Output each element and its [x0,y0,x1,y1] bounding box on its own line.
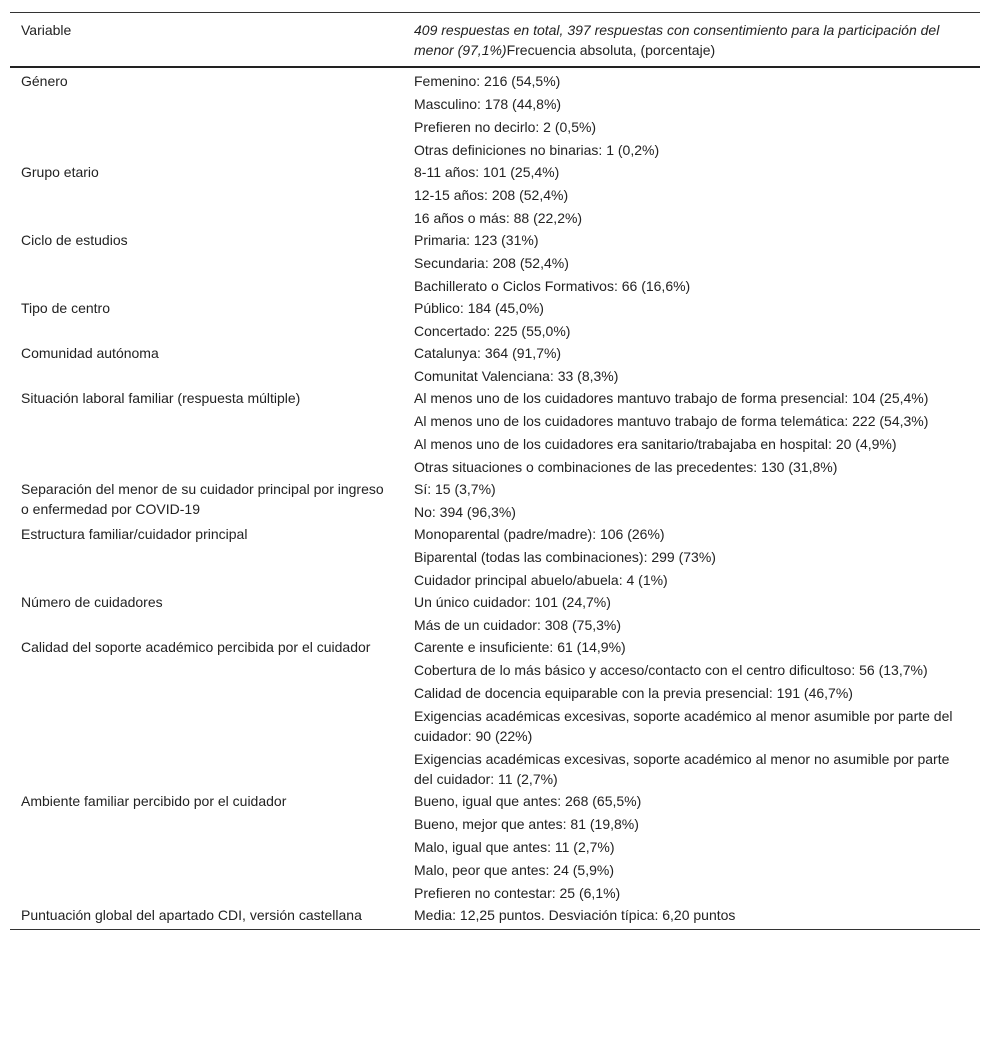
value-item: Carente e insuficiente: 61 (14,9%) [414,639,626,655]
value-item: Malo, igual que antes: 11 (2,7%) [414,839,615,855]
header-row [10,13,980,68]
value-item: Otras situaciones o combinaciones de las precedentes: 130 (31,8%) [414,459,838,475]
variable-cell: Tipo de centro [21,300,110,316]
variable-cell: Puntuación global del apartado CDI, versión castellana [10,904,403,930]
table-row [10,342,980,387]
value-item: Al menos uno de los cuidadores era sanitario/trabajaba en hospital: 20 (4,9%) [414,436,897,452]
value-item: Público: 184 (45,0%) [414,300,544,316]
value-cell [403,342,980,387]
value-cell [403,67,980,161]
variable-cell: Estructura familiar/cuidador principal [21,526,248,542]
value-item: No: 394 (96,3%) [414,504,516,520]
value-item: Secundaria: 208 (52,4%) [414,255,569,271]
value-item: Otras definiciones no binarias: 1 (0,2%) [414,142,660,158]
variable-cell: Situación laboral familiar (respuesta múltiple) [21,390,301,406]
data-table-container [10,12,980,930]
value-cell [403,591,980,636]
variable-cell: Ambiente familiar percibido por el cuidador [21,793,287,809]
variable-cell: Número de cuidadores [21,594,163,610]
table-row [10,387,980,478]
value-item: Al menos uno de los cuidadores mantuvo trabajo de forma telemática: 222 (54,3%) [414,413,929,429]
table-row [10,478,980,523]
value-item: Sí: 15 (3,7%) [414,481,496,497]
value-item: Exigencias académicas excesivas, soporte académico al menor asumible por parte del cuidador: 90 (22%) [414,708,953,744]
value-item: Calidad de docencia equiparable con la previa presencial: 191 (46,7%) [414,685,853,701]
demographics-table [10,12,980,930]
value-item: Más de un cuidador: 308 (75,3%) [414,617,622,633]
table-row [10,591,980,636]
table-row [10,67,980,161]
value-item: Al menos uno de los cuidadores mantuvo trabajo de forma presencial: 104 (25,4%) [414,390,929,406]
header-value [403,13,980,68]
value-item: Bachillerato o Ciclos Formativos: 66 (16,6%) [414,278,691,294]
value-cell [403,790,980,904]
table-row [10,297,980,342]
variable-cell: Género [21,73,68,89]
value-item: Catalunya: 364 (91,7%) [414,345,562,361]
value-item: 16 años o más: 88 (22,2%) [414,210,583,226]
value-item: Cuidador principal abuelo/abuela: 4 (1%) [414,572,668,588]
value-item: Bueno, igual que antes: 268 (65,5%) [414,793,642,809]
value-item: 8-11 años: 101 (25,4%) [414,164,560,180]
value-item: Prefieren no contestar: 25 (6,1%) [414,885,621,901]
value-item: Monoparental (padre/madre): 106 (26%) [414,526,665,542]
variable-cell: Calidad del soporte académico percibida por el cuidador [21,639,371,655]
variable-cell: Separación del menor de su cuidador principal por ingreso o enfermedad por COVID-19 [21,481,384,517]
value-item: Femenino: 216 (54,5%) [414,73,561,89]
value-cell [403,161,980,229]
value-cell [403,387,980,478]
header-value-italic: 409 respuestas en total, 397 respuestas con consentimiento para la participación del menor (97,1%) [414,22,940,58]
value-item: Media: 12,25 puntos. Desviación típica: 6,20 puntos [414,907,736,923]
value-cell [403,904,980,930]
table-row [10,523,980,591]
variable-cell: Ciclo de estudios [21,232,128,248]
table-body [10,67,980,930]
value-item: Bueno, mejor que antes: 81 (19,8%) [414,816,639,832]
table-row [10,904,980,930]
table-row [10,161,980,229]
value-item: Comunitat Valenciana: 33 (8,3%) [414,368,619,384]
value-cell [403,636,980,790]
value-item: Un único cuidador: 101 (24,7%) [414,594,611,610]
table-header [10,13,980,68]
table-row [10,229,980,297]
value-item: 12-15 años: 208 (52,4%) [414,187,569,203]
value-item: Malo, peor que antes: 24 (5,9%) [414,862,615,878]
value-item: Concertado: 225 (55,0%) [414,323,571,339]
variable-cell: Grupo etario [21,164,99,180]
header-value-normal: Frecuencia absoluta, (porcentaje) [506,42,716,58]
value-item: Biparental (todas las combinaciones): 299 (73%) [414,549,716,565]
value-item: Prefieren no decirlo: 2 (0,5%) [414,119,597,135]
value-cell [403,478,980,523]
value-item: Masculino: 178 (44,8%) [414,96,562,112]
value-item: Exigencias académicas excesivas, soporte académico al menor no asumible por parte del cuidador: 11 (2,7%) [414,751,950,787]
value-item: Cobertura de lo más básico y acceso/contacto con el centro dificultoso: 56 (13,7%) [414,662,928,678]
value-cell [403,297,980,342]
header-variable: Variable [10,13,403,68]
variable-cell: Comunidad autónoma [21,345,159,361]
value-cell [403,523,980,591]
value-item: Primaria: 123 (31%) [414,232,539,248]
value-cell [403,229,980,297]
table-row [10,790,980,904]
table-row [10,636,980,790]
